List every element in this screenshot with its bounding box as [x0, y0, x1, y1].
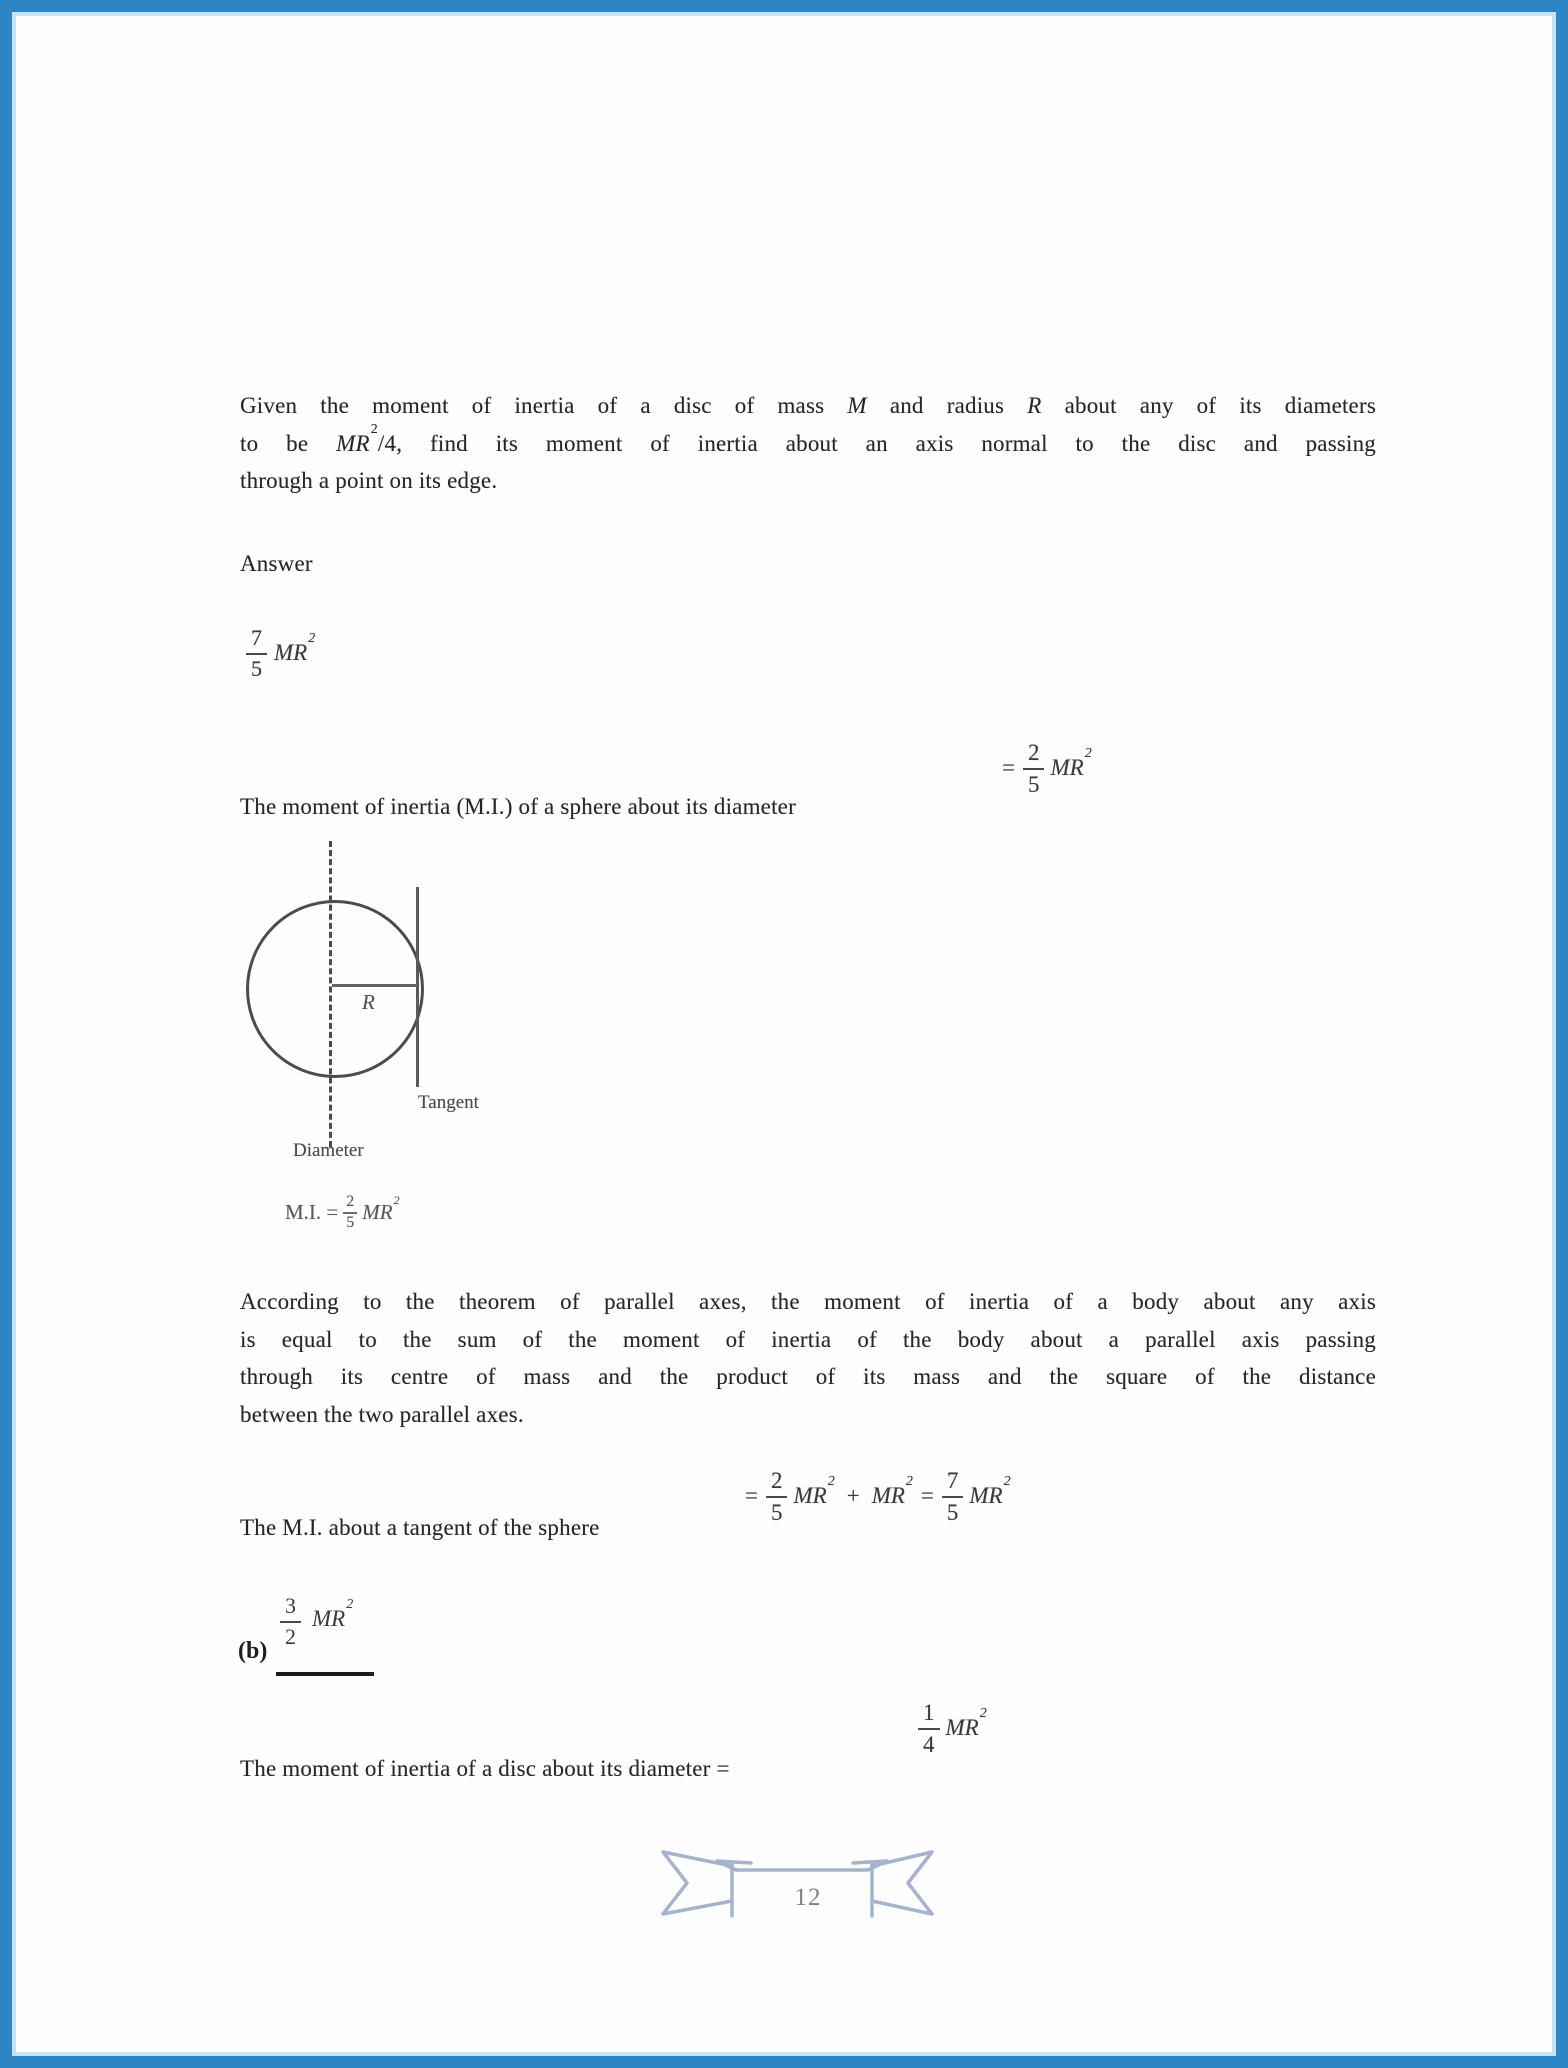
math-var — [1050, 746, 1092, 781]
tangent-axis-line — [416, 887, 419, 1087]
part-b-label: (b) — [238, 1638, 268, 1664]
question-line-3: through a point on its edge. — [240, 468, 498, 493]
math-superscript: 2 — [905, 1474, 913, 1490]
radius-line — [332, 984, 417, 987]
fraction-2-5-small — [343, 1194, 357, 1231]
math-var — [274, 631, 316, 666]
fraction-denominator: 5 — [346, 1214, 355, 1231]
text-run: /4, find its moment of inertia about an axis normal to the disc and passing — [377, 430, 1376, 456]
math-var-mass: M — [847, 393, 867, 418]
math-var — [312, 1597, 354, 1632]
fraction-2-5 — [1023, 740, 1045, 796]
text-run: and radius — [866, 393, 1028, 418]
math-superscript: 2 — [370, 421, 378, 437]
math-var — [362, 1193, 400, 1225]
fraction-1-4 — [918, 1700, 940, 1756]
diameter-label: Diameter — [293, 1140, 364, 1161]
disc-mi-label: The moment of inertia of a disc about its diameter = — [240, 1756, 730, 1781]
math-superscript: 2 — [393, 1193, 400, 1207]
text-run: Given the moment of inertia of a disc of mass — [240, 393, 848, 418]
math-superscript: 2 — [827, 1474, 835, 1490]
math-var — [969, 1474, 1011, 1509]
fraction-numerator: 2 — [343, 1194, 357, 1214]
diagram-mi-formula — [285, 1194, 400, 1231]
parallel-axes-line-4: between the two parallel axes. — [240, 1401, 524, 1427]
math-var — [945, 1706, 987, 1741]
math-var-text: MR — [312, 1606, 346, 1631]
math-superscript: 2 — [1003, 1474, 1011, 1490]
parallel-axes-paragraph — [240, 1283, 1376, 1433]
math-superscript: 2 — [1084, 746, 1092, 762]
tangent-mi-formula — [737, 1468, 1011, 1524]
fraction-denominator: 4 — [923, 1732, 935, 1757]
fraction-numerator: 7 — [942, 1468, 964, 1498]
fraction-2-5 — [766, 1468, 788, 1524]
equals-sign: = — [920, 1483, 934, 1508]
radius-label: R — [362, 990, 375, 1014]
question-line-2 — [240, 421, 1376, 463]
text-run: to be — [240, 430, 337, 456]
plus-sign: + — [846, 1483, 860, 1508]
math-var: MR — [336, 430, 370, 456]
parallel-axes-line-1: According to the theorem of parallel axes, the moment of inertia of a body about any axis — [240, 1289, 1376, 1314]
math-superscript: 2 — [308, 631, 316, 647]
equals-sign: = — [1002, 755, 1015, 780]
fraction-7-5 — [942, 1468, 964, 1524]
math-var-text: MR — [1050, 755, 1084, 780]
part-b-answer — [238, 1594, 458, 1686]
parallel-axes-line-2: is equal to the sum of the moment of inertia of the body about a parallel axis passing — [240, 1326, 1376, 1352]
parallel-axes-line-3: through its centre of mass and the product of its mass and the square of the distance — [240, 1364, 1376, 1389]
fraction-numerator: 1 — [918, 1700, 940, 1730]
question-line-1 — [240, 387, 1376, 425]
fraction-numerator: 3 — [280, 1594, 301, 1623]
fraction-denominator: 5 — [1027, 772, 1040, 797]
equals-sign: = — [745, 1483, 758, 1508]
page-number: 12 — [794, 1884, 822, 1911]
fraction-denominator: 5 — [770, 1500, 783, 1525]
sphere-mi-formula — [994, 740, 1092, 796]
fraction-denominator: 2 — [285, 1624, 296, 1649]
fraction-numerator: 2 — [1023, 740, 1045, 770]
fraction-3-2 — [280, 1594, 301, 1648]
math-var-text: MR — [945, 1715, 979, 1740]
math-var-text: MR — [871, 1483, 905, 1508]
math-var-text: MR — [969, 1483, 1003, 1508]
fraction-denominator: 5 — [946, 1500, 959, 1525]
answer-heading: Answer — [240, 551, 313, 576]
fraction-denominator: 5 — [251, 656, 262, 681]
sphere-circle — [246, 900, 424, 1078]
tangent-label: Tangent — [418, 1092, 479, 1113]
sphere-mi-label: The moment of inertia (M.I.) of a sphere about its diameter — [240, 794, 796, 819]
mi-prefix: M.I. = — [285, 1200, 339, 1224]
math-var-text: MR — [274, 640, 308, 665]
fraction-numerator: 2 — [766, 1468, 788, 1498]
disc-mi-formula — [918, 1700, 987, 1756]
question-paragraph — [240, 387, 1376, 500]
answer-formula — [246, 626, 315, 680]
tangent-mi-label: The M.I. about a tangent of the sphere — [240, 1515, 600, 1540]
math-var-text: MR — [793, 1483, 827, 1508]
text-run: about any of its diameters — [1041, 393, 1376, 418]
answer-underline — [276, 1672, 374, 1676]
math-superscript: 2 — [979, 1706, 987, 1722]
math-var — [871, 1474, 913, 1509]
math-var-text: MR — [362, 1200, 393, 1224]
math-var-radius: R — [1027, 393, 1042, 418]
fraction-numerator: 7 — [246, 626, 267, 655]
fraction-7-5 — [246, 626, 267, 680]
math-superscript: 2 — [346, 1597, 354, 1613]
math-var — [793, 1474, 835, 1509]
